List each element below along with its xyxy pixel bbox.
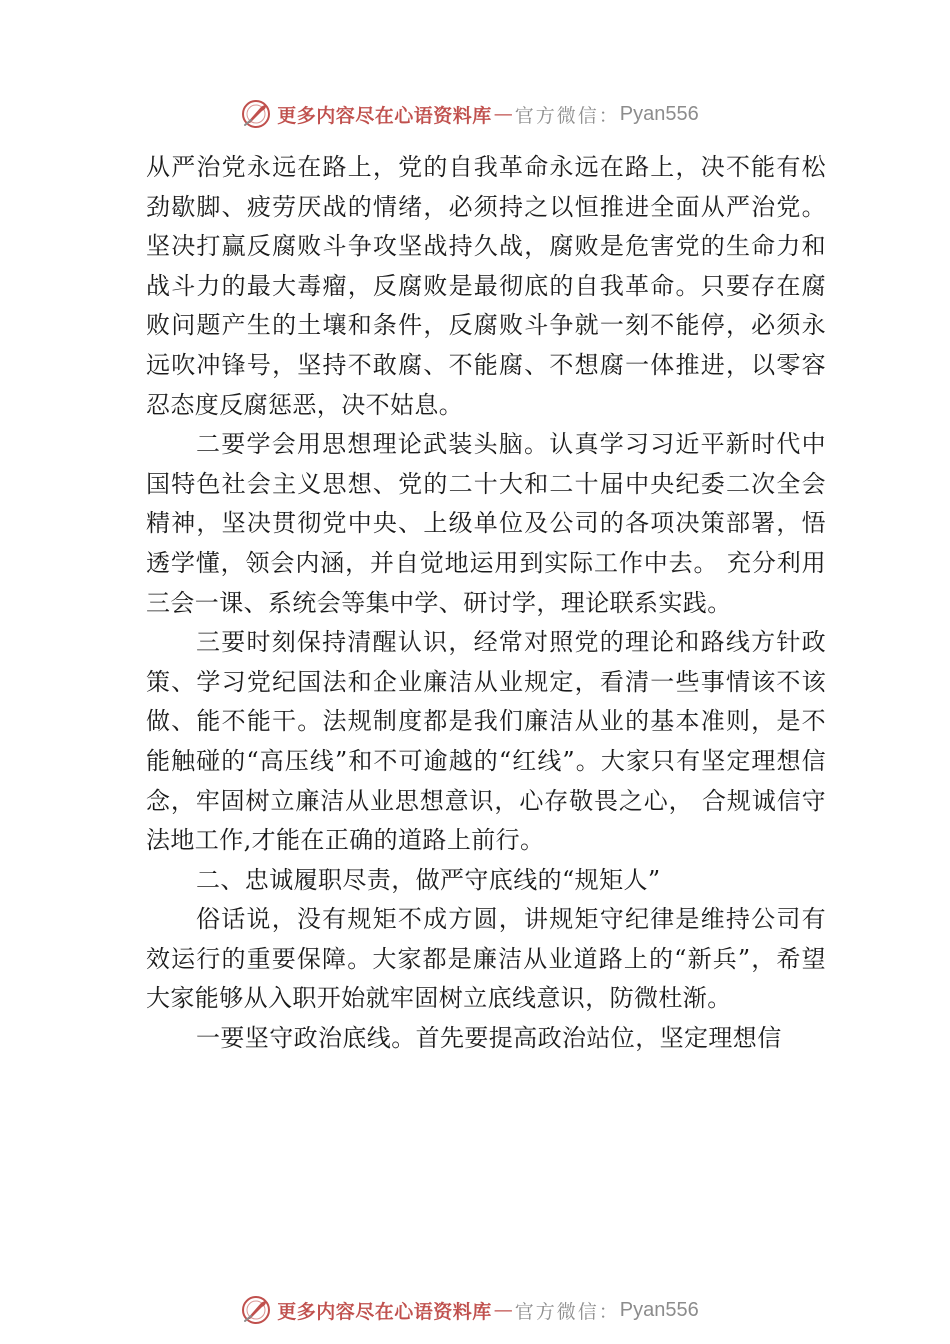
quill-pen-logo-icon [241,1295,271,1325]
header-banner [0,94,950,134]
header-site-text: 更多内容尽在心语资料库 [277,104,492,127]
paragraph-5: 一要坚守政治底线。首先要提高政治站位，坚定理想信 [196,1024,782,1053]
paragraph-1: 从严治党永远在路上，党的自我革命永远在路上，决不能有松劲歇脚、疲劳厌战的情绪，必须持之以恒推进全面从严治党。坚决打赢反腐败斗争攻坚战持久战，腐败是危害党的生命力和战斗力的最大毒瘤，反腐败是最彻底的自我革命。只要存在腐败问题产生的土壤和条件，反腐败斗争就一刻不能停，必须永远吹冲锋号，坚持不敢腐、不能腐、不想腐一体推进，以零容忍态度反腐惩恶，决不姑息。 [146,153,826,419]
header-dash: — [493,103,513,125]
footer-dash: — [493,1299,513,1321]
footer-site-text: 更多内容尽在心语资料库 [277,1300,492,1323]
header-wechat-id: Pyan556 [619,102,699,125]
paragraph-3: 三要时刻保持清醒认识，经常对照党的理论和路线方针政策、学习党纪国法和企业廉洁从业规定，看清一些事情该不该做、能不能干。法规制度都是我们廉洁从业的基本准则，是不能触碰的“高压线”和不可逾越的“红线”。大家只有坚定理想信念，牢固树立廉洁从业思想意识，心存敬畏之心， 合规诚信守法地工作,才能在正确的道路上前行。 [146,628,826,855]
footer-official-text: 官方微信： [514,1300,620,1323]
header-official-text: 官方微信： [514,104,620,127]
paragraph-2: 二要学会用思想理论武装头脑。认真学习习近平新时代中国特色社会主义思想、党的二十大和二十届中央纪委二次全会精神，坚决贯彻党中央、上级单位及公司的各项决策部署，悟透学懂，领会内涵，并自觉地运用到实际工作中去。 充分利用三会一课、系统会等集中学、研讨学，理论联系实践。 [146,430,826,617]
paragraph-4: 俗话说，没有规矩不成方圆，讲规矩守纪律是维持公司有效运行的重要保障。大家都是廉洁从业道路上的“新兵”，希望大家能够从入职开始就牢固树立底线意识，防微杜渐。 [146,905,826,1013]
section-heading: 二、忠诚履职尽责，做严守底线的“规矩人” [196,865,661,894]
footer-wechat-id: Pyan556 [619,1298,699,1321]
document-body [146,148,826,1059]
footer-banner [0,1290,950,1330]
quill-pen-logo-icon [241,99,271,129]
